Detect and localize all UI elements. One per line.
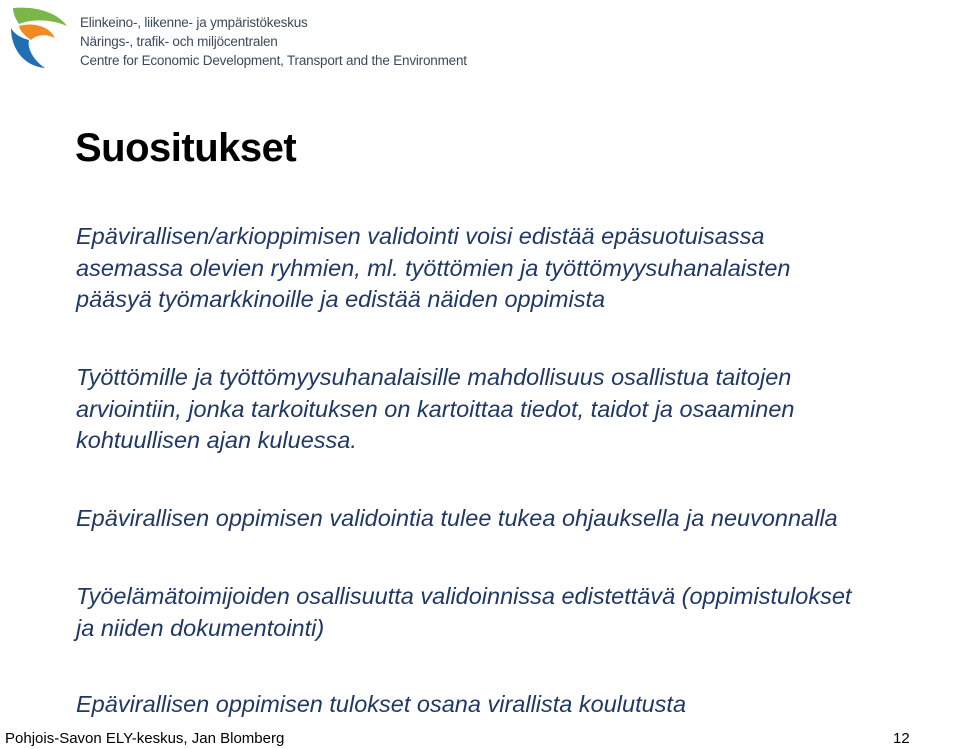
recommendation-paragraph <box>76 581 851 644</box>
recommendation-paragraph <box>76 362 794 457</box>
paragraph-line: kohtuullisen ajan kuluessa. <box>76 427 357 453</box>
recommendation-paragraph <box>76 221 790 316</box>
org-line-fi: Elinkeino-, liikenne- ja ympäristökeskus <box>80 15 308 30</box>
paragraph-line: asemassa olevien ryhmien, ml. työttömien ja työttömyysuhanalaisten <box>76 254 791 281</box>
footer-author: Pohjois-Savon ELY-keskus, Jan Blomberg <box>5 730 285 747</box>
paragraph-line: Työelämätoimijoiden osallisuutta validoinnissa edistettävä (oppimistulokset <box>76 583 852 609</box>
paragraph-line: arviointiin, jonka tarkoituksen on kartoittaa tiedot, taidot ja osaaminen <box>76 395 795 422</box>
page-number: 12 <box>893 730 910 747</box>
paragraph-line: pääsyä työmarkkinoille ja edistää näiden oppimista <box>76 286 606 312</box>
recommendation-paragraph <box>76 503 838 535</box>
org-line-en: Centre for Economic Development, Transport and the Environment <box>80 53 467 68</box>
recommendation-paragraph <box>76 689 686 721</box>
paragraph-line: Epävirallisen oppimisen validointia tulee tukea ohjauksella ja neuvonnalla <box>76 505 838 531</box>
paragraph-line: Työttömille ja työttömyysuhanalaisille mahdollisuus osallistua taitojen <box>76 364 792 390</box>
slide-title: Suositukset <box>75 126 297 170</box>
organization-name <box>80 13 467 70</box>
paragraph-line: Epävirallisen/arkioppimisen validointi voisi edistää epäsuotuisassa <box>76 223 765 249</box>
paragraph-line: Epävirallisen oppimisen tulokset osana virallista koulutusta <box>76 691 687 717</box>
org-line-sv: Närings-, trafik- och miljöcentralen <box>80 34 278 49</box>
ely-logo-icon <box>5 4 71 70</box>
paragraph-line: ja niiden dokumentointi) <box>76 614 325 641</box>
